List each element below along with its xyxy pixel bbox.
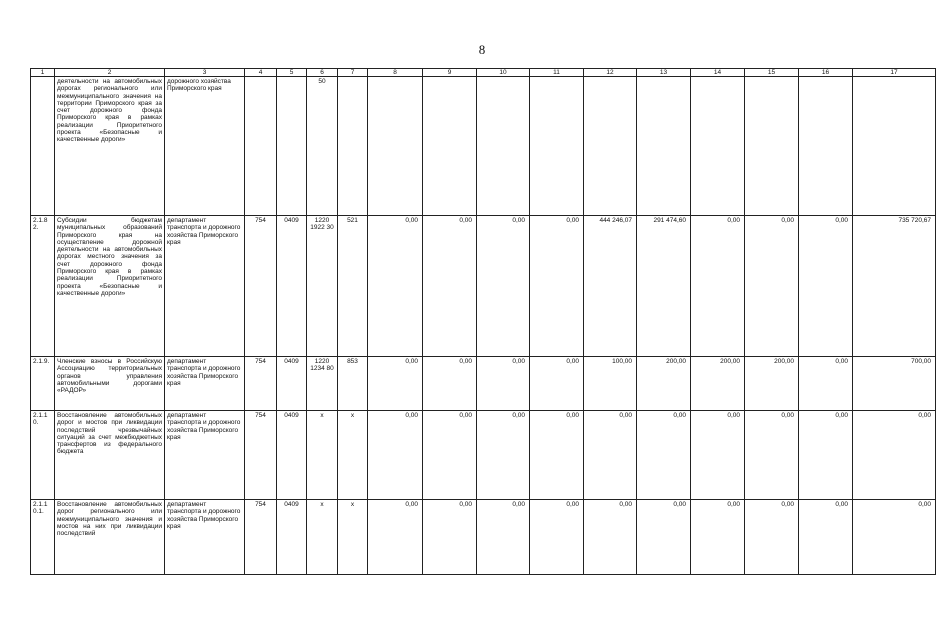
- column-header: 15: [745, 69, 799, 77]
- cell-value: 200,00: [691, 357, 745, 411]
- cell-total: 735 720,67: [853, 216, 936, 357]
- row-description: Восстановление автомобильных дорог и мостов при ликвидации последствий чрезвычайных ситуаций за счет межбюджетных трансфертов из федерального бюджета: [55, 411, 165, 500]
- column-header: 4: [245, 69, 277, 77]
- cell-value: 100,00: [584, 357, 637, 411]
- cell-value: 0,00: [368, 500, 423, 575]
- column-header: 14: [691, 69, 745, 77]
- cell-value: 200,00: [745, 357, 799, 411]
- table-row: [31, 216, 936, 357]
- column-header: 2: [55, 69, 165, 77]
- cell-section: [277, 77, 307, 216]
- cell-grbs: 754: [245, 500, 277, 575]
- cell-grbs: 754: [245, 357, 277, 411]
- cell-value: 0,00: [530, 500, 584, 575]
- row-executor: департамент транспорта и дорожного хозяйства Приморского края: [165, 500, 245, 575]
- row-executor: дорожного хозяйства Приморского края: [165, 77, 245, 216]
- cell-value: 0,00: [691, 411, 745, 500]
- header-row: [31, 69, 936, 77]
- cell-value: [530, 77, 584, 216]
- cell-total: 0,00: [853, 500, 936, 575]
- cell-value: 0,00: [691, 500, 745, 575]
- cell-type: [338, 77, 368, 216]
- column-header: 8: [368, 69, 423, 77]
- cell-value: 0,00: [584, 500, 637, 575]
- page-number: 8: [478, 42, 486, 57]
- column-header: 7: [338, 69, 368, 77]
- row-description: Субсидии бюджетам муниципальных образований Приморского края на осуществление дорожной деятельности на автомобильных дорогах местного значения за счет дорожного фонда Приморского края в рамках реализации Приоритетного проекта «Безопасные и качественные дороги»: [55, 216, 165, 357]
- row-code: 2.1.9.: [31, 357, 55, 411]
- cell-value: [368, 77, 423, 216]
- cell-value: 0,00: [637, 411, 691, 500]
- cell-total: 700,00: [853, 357, 936, 411]
- cell-value: 0,00: [745, 411, 799, 500]
- cell-value: 0,00: [477, 216, 530, 357]
- row-code: 2.1.1 0.1.: [31, 500, 55, 575]
- cell-value: 0,00: [368, 411, 423, 500]
- row-executor: департамент транспорта и дорожного хозяйства Приморского края: [165, 216, 245, 357]
- cell-section: 0409: [277, 500, 307, 575]
- cell-value: 0,00: [423, 411, 477, 500]
- column-header: 3: [165, 69, 245, 77]
- cell-grbs: [245, 77, 277, 216]
- column-header: 1: [31, 69, 55, 77]
- cell-value: 0,00: [799, 216, 853, 357]
- cell-value: 0,00: [584, 411, 637, 500]
- cell-value: 291 474,60: [637, 216, 691, 357]
- cell-value: 0,00: [477, 357, 530, 411]
- cell-value: 0,00: [423, 216, 477, 357]
- row-code: 2.1.8 2.: [31, 216, 55, 357]
- row-description: Членские взносы в Российскую Ассоциацию территориальных органов управления автомобильными дорогами «РАДОР»: [55, 357, 165, 411]
- cell-grbs: 754: [245, 411, 277, 500]
- column-header: 16: [799, 69, 853, 77]
- column-header: 13: [637, 69, 691, 77]
- budget-table: [30, 68, 936, 575]
- cell-value: 0,00: [745, 216, 799, 357]
- cell-value: 0,00: [368, 357, 423, 411]
- cell-type: 853: [338, 357, 368, 411]
- cell-value: [584, 77, 637, 216]
- cell-value: 0,00: [691, 216, 745, 357]
- cell-target: x: [307, 411, 338, 500]
- table-row: [31, 357, 936, 411]
- row-description: деятельности на автомобильных дорогах регионального или межмуниципального значения на территории Приморского края за счет дорожного фонда Приморского края в рамках реализации Приоритетного проекта «Безопасные и качественные дороги»: [55, 77, 165, 216]
- cell-value: [745, 77, 799, 216]
- cell-value: 0,00: [477, 411, 530, 500]
- row-executor: департамент транспорта и дорожного хозяйства Приморского края: [165, 411, 245, 500]
- row-executor: департамент транспорта и дорожного хозяйства Приморского края: [165, 357, 245, 411]
- cell-value: 0,00: [423, 357, 477, 411]
- table-row: [31, 77, 936, 216]
- column-header: 17: [853, 69, 936, 77]
- cell-value: [423, 77, 477, 216]
- row-code: [31, 77, 55, 216]
- cell-value: [637, 77, 691, 216]
- cell-section: 0409: [277, 357, 307, 411]
- column-header: 9: [423, 69, 477, 77]
- cell-value: 0,00: [530, 216, 584, 357]
- cell-value: 0,00: [745, 500, 799, 575]
- row-code: 2.1.1 0.: [31, 411, 55, 500]
- column-header: 10: [477, 69, 530, 77]
- table-row: [31, 500, 936, 575]
- cell-type: x: [338, 500, 368, 575]
- cell-value: 0,00: [637, 500, 691, 575]
- cell-type: 521: [338, 216, 368, 357]
- cell-value: 0,00: [530, 357, 584, 411]
- cell-value: 0,00: [477, 500, 530, 575]
- cell-total: [853, 77, 936, 216]
- cell-value: [691, 77, 745, 216]
- column-header: 5: [277, 69, 307, 77]
- cell-value: 0,00: [799, 357, 853, 411]
- cell-total: 0,00: [853, 411, 936, 500]
- cell-section: 0409: [277, 216, 307, 357]
- cell-target: x: [307, 500, 338, 575]
- cell-section: 0409: [277, 411, 307, 500]
- column-header: 11: [530, 69, 584, 77]
- cell-type: x: [338, 411, 368, 500]
- cell-target: 50: [307, 77, 338, 216]
- cell-value: 0,00: [799, 411, 853, 500]
- cell-value: [477, 77, 530, 216]
- column-header: 6: [307, 69, 338, 77]
- row-description: Восстановление автомобильных дорог регионального или межмуниципального значения и мостов на них при ликвидации последствий: [55, 500, 165, 575]
- cell-value: 200,00: [637, 357, 691, 411]
- cell-target: 1220 1234 80: [307, 357, 338, 411]
- cell-value: 0,00: [423, 500, 477, 575]
- cell-grbs: 754: [245, 216, 277, 357]
- cell-value: 0,00: [799, 500, 853, 575]
- cell-target: 1220 1922 30: [307, 216, 338, 357]
- column-header: 12: [584, 69, 637, 77]
- cell-value: 0,00: [530, 411, 584, 500]
- cell-value: 444 246,07: [584, 216, 637, 357]
- cell-value: [799, 77, 853, 216]
- table-row: [31, 411, 936, 500]
- cell-value: 0,00: [368, 216, 423, 357]
